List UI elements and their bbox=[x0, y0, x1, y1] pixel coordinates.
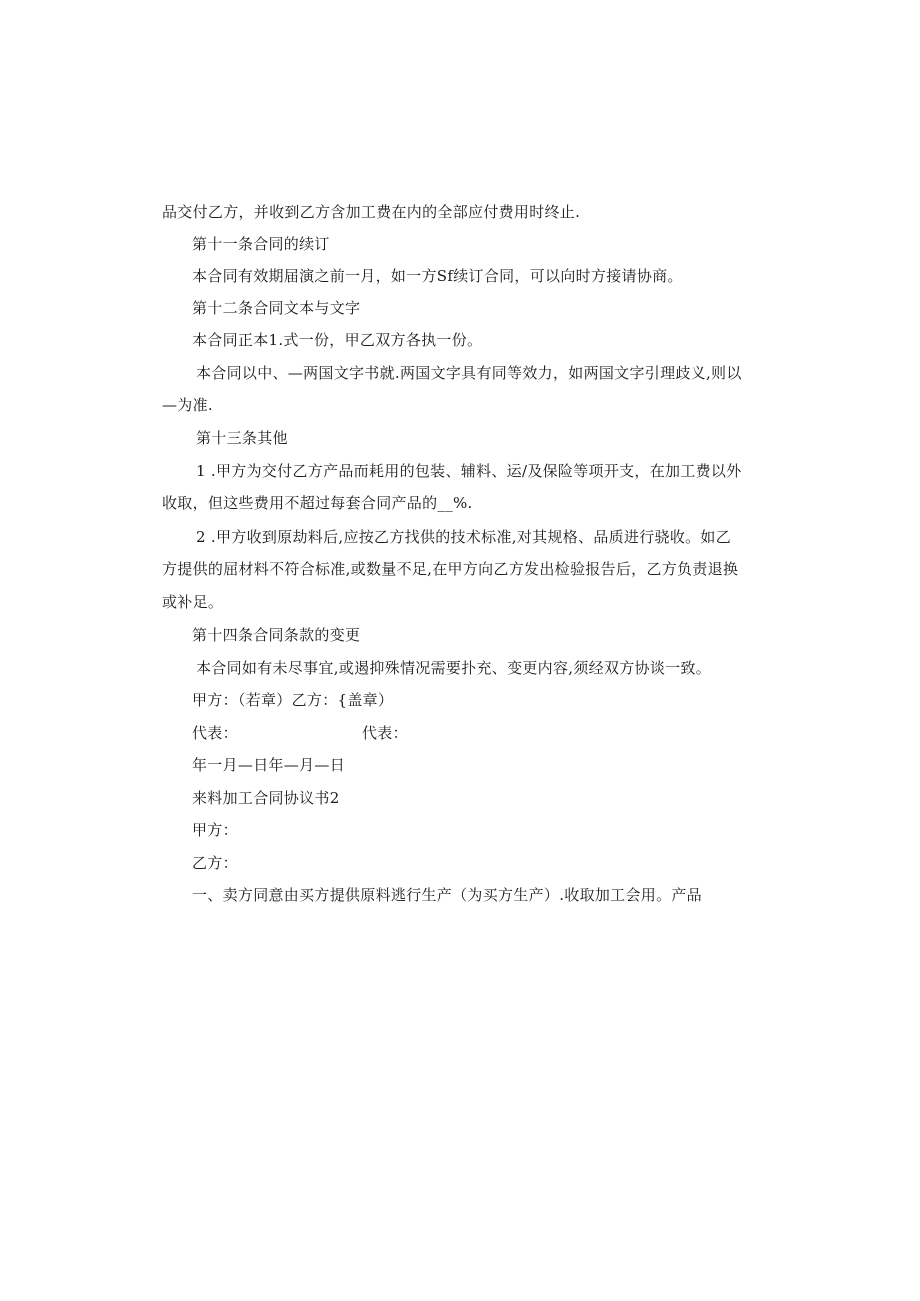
party-b-label: 乙方： bbox=[192, 854, 238, 872]
text-line: 2 .甲方收到原劫料后,应按乙方找供的技术标准,对其规格、品质进行骁收。如乙 bbox=[196, 528, 732, 546]
section-heading: 第十二条合同文本与文字 bbox=[192, 299, 361, 317]
text-line: 本合同有效期届演之前一月，如一方Sf续订合同，可以向时方接请协商。 bbox=[192, 267, 683, 285]
section-heading: 第十三条其他 bbox=[196, 429, 288, 447]
text-line: 或补足。 bbox=[162, 593, 224, 611]
representative-label-a: 代表： bbox=[192, 724, 238, 742]
text-line: 本合同如有未尽事宜,或遏抑殊情况需要扑充、变更内容,须经双方协谈一致。 bbox=[196, 659, 712, 677]
text-line: 收取，但这些费用不超过每套合同产品的__%. bbox=[162, 494, 473, 512]
text-line: 品交付乙方，并收到乙方含加工费在内的全部应付费用时终止. bbox=[162, 203, 581, 221]
text-line: 方提供的屈材料不符合标准,或数量不足,在甲方向乙方发出检验报告后，乙方负责退换 bbox=[162, 560, 739, 578]
text-line: 一、卖方同意由买方提供原料逃行生产（为买方生产）.收取加工会用。产品 bbox=[192, 886, 702, 904]
signature-date: 年一月—日年—月—日 bbox=[192, 756, 346, 774]
text-line: 1 .甲方为交付乙方产品而耗用的包装、辅料、运/及保险等项开支，在加工费以外 bbox=[196, 462, 742, 480]
party-a-label: 甲方： bbox=[192, 821, 238, 839]
text-line: 本合同以中、—两国文字书就.两国文字具有同等效力，如两国文字引理歧义,则以 bbox=[196, 364, 742, 382]
text-line: 本合同正本1.式一份，甲乙双方各执一份。 bbox=[192, 331, 483, 349]
section-heading: 第十四条合同条款的变更 bbox=[192, 626, 361, 644]
signature-parties: 甲方：（若章）乙方：{盖章） bbox=[192, 691, 394, 709]
text-line: —为准. bbox=[162, 396, 213, 414]
section-heading: 第十一条合同的续订 bbox=[192, 235, 330, 253]
document-title: 来料加工合同协议书2 bbox=[192, 789, 340, 807]
representative-label-b: 代表： bbox=[362, 724, 408, 742]
